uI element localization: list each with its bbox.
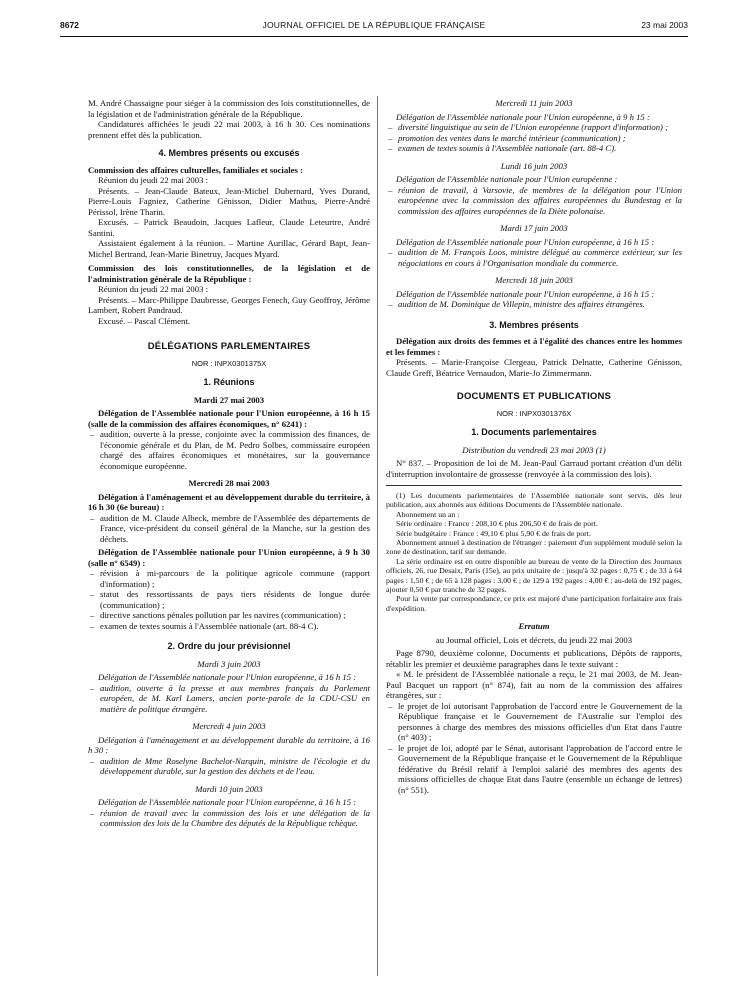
page-number: 8672 <box>60 20 79 30</box>
footnote-block <box>386 491 682 613</box>
delegation-title: Délégation aux droits des femmes et à l'égalité des chances entre les hommes et les femmes : <box>386 336 682 357</box>
delegation-title: Délégation de l'Assemblée nationale pour l'Union européenne, à 9 h 30 (salle n° 6549) : <box>88 547 370 568</box>
meeting-date: Lundi 16 juin 2003 <box>500 160 568 171</box>
candidatures-text: Candidatures affichées le jeudi 22 mai 2003, à 16 h 30. Ces nominations prennent effet dès la publication. <box>88 119 370 140</box>
agenda-list <box>88 808 370 829</box>
footnote-text: Série budgétaire : France : 49,10 € plus 5,90 € de frais de port. <box>396 528 591 538</box>
delegation-title: Délégation de l'Assemblée nationale pour l'Union européenne, à 16 h 15 : <box>98 797 357 807</box>
delegation-title: Délégation à l'aménagement et au développement durable du territoire, à 16 h 30 (6e bureau) : <box>88 491 370 512</box>
right-column <box>386 98 682 795</box>
erratum-list <box>386 701 682 796</box>
delegation-title: Délégation à l'aménagement et au développement durable du territoire, à 16 h 30 : <box>88 734 370 755</box>
agenda-list <box>386 185 682 217</box>
journal-title: JOURNAL OFFICIEL DE LA RÉPUBLIQUE FRANÇAISE <box>262 20 486 30</box>
delegation-title: Délégation de l'Assemblée nationale pour l'Union européenne, à 16 h 15 : <box>396 288 655 299</box>
agenda-list <box>88 513 370 545</box>
footnote-rule <box>386 485 682 486</box>
meeting-date: Mercredi 28 mai 2003 <box>188 478 270 488</box>
reunion-date: Réunion du jeudi 22 mai 2003 : <box>98 284 209 294</box>
agenda-item: – audition de M. François Loos, ministre délégué au commerce extérieur, sur les négociations en cours à l'Organisation mondiale du commerce. <box>386 247 682 268</box>
agenda-list <box>386 247 682 268</box>
agenda-item: – audition, ouverte à la presse, conjointe avec la commission des finances, de l'économie générale et du Plan, de M. Pedro Solbes, commissaire européen chargé des affaires économiques et monétaires, sur la gouvernance économique européenne. <box>88 429 370 471</box>
reunion-date: Réunion du jeudi 22 mai 2003 : <box>98 175 209 185</box>
footnote-text: Abonnement annuel à destination de l'étranger : paiement d'un supplément modulé selon la zone de destination, tarif sur demande. <box>386 538 682 557</box>
delegation-title: Délégation de l'Assemblée nationale pour l'Union européenne, à 16 h 15 : <box>396 236 655 247</box>
agenda-list <box>88 429 370 471</box>
agenda-item: – statut des ressortissants de pays tiers résidents de longue durée (communication) ; <box>88 589 370 610</box>
agenda-list <box>386 122 682 154</box>
agenda-item: – audition, ouverte à la presse et aux membres français du Parlement européen, de M. Karl Lamers, ancien porte-parole de la CDU-CSU en matière de politique étrangère. <box>88 683 370 715</box>
meeting-date: Mercredi 18 juin 2003 <box>495 275 573 285</box>
excuses-list: Excusé. – Pascal Clément. <box>98 315 190 326</box>
agenda-item: – directive sanctions pénales pollution par les navires (communication) ; <box>88 610 370 621</box>
agenda-list <box>386 299 682 310</box>
meeting-date: Mercredi 4 juin 2003 <box>192 721 266 731</box>
footnote-text: (1) Les documents parlementaires de l'Assemblée nationale sont servis, dès leur publication, aux abonnés aux éditions Documents de l'Assemblée nationale. <box>386 491 682 510</box>
assistaient-list: Assistaient également à la réunion. – Martine Aurillac, Gérard Bapt, Jean-Michel Bertrand, Jean-Marie Binetruy, Jacques Myard. <box>88 238 370 259</box>
erratum-title: Erratum <box>518 621 550 632</box>
meeting-date: Mardi 17 juin 2003 <box>500 223 568 233</box>
agenda-list <box>88 683 370 715</box>
section-heading: DÉLÉGATIONS PARLEMENTAIRES <box>147 341 311 352</box>
page-header <box>60 20 688 34</box>
intro-text: M. André Chassaigne pour siéger à la commission des lois constitutionnelles, de la législation et de l'administration générale de la République. <box>88 98 370 119</box>
erratum-item: – le projet de loi autorisant l'approbation de l'accord entre le Gouvernement de la République française et le Gouvernement de l'Australie sur l'emploi des personnes à charge des membres des missions officielles d'un Etat dans l'autre (n° 403) ; <box>386 701 682 743</box>
excuses-list: Excusés. – Patrick Beaudoin, Jacques Lafleur, Claude Leteurtre, André Santini. <box>88 217 370 238</box>
agenda-list <box>88 568 370 631</box>
footnote-text: Série ordinaire : France : 208,10 € plus 206,50 € de frais de port. <box>396 519 598 529</box>
agenda-item: – réunion de travail avec la commission des lois et une délégation de la commission des lois de la Chambre des députés de la République tchèque. <box>88 808 370 829</box>
header-rule <box>60 36 688 37</box>
delegation-title: Délégation de l'Assemblée nationale pour l'Union européenne : <box>396 174 618 184</box>
distribution-date: Distribution du vendredi 23 mai 2003 (1) <box>462 444 606 455</box>
presents-list: Présents. – Marie-Françoise Clergeau, Patrick Delnatte, Catherine Génisson, Claude Greff, Béatrice Vernaudon, Marie-Jo Zimmermann. <box>386 357 682 378</box>
footnote-text: La série ordinaire est en outre disponible au bureau de vente de la Direction des Journaux officiels, 26, rue Desaix, Paris (15e), au prix unitaire de : jusqu'à 32 pages : 0,75 € ; de 33 à 64 pages : 1,50 € ; de 65 à 128 pages : 3,00 € ; de 129 à 192 pages : 4,00 € ; au-delà de 192 pages, ajouter 0,50 € par tranche de 32 pages. <box>386 556 682 595</box>
section-title: 1. Documents parlementaires <box>471 427 597 437</box>
agenda-item: – diversité linguistique au sein de l'Union européenne (rapport d'information) ; <box>386 122 682 133</box>
section-title: 2. Ordre du jour prévisionnel <box>167 641 291 651</box>
left-column <box>88 98 370 829</box>
nor-code: NOR : INPX0301376X <box>496 408 572 418</box>
meeting-date: Mardi 27 mai 2003 <box>193 394 265 405</box>
agenda-item: – audition de M. Dominique de Villepin, ministre des affaires étrangères. <box>386 299 682 310</box>
proposition-de-loi: N° 837. – Proposition de loi de M. Jean-Paul Garraud portant création d'un délit d'interruption involontaire de grossesse (renvoyée à la commission des lois). <box>386 458 682 479</box>
section-title: 4. Membres présents ou excusés <box>158 148 300 158</box>
section-title: 1. Réunions <box>203 377 255 387</box>
presents-list: Présents. – Jean-Claude Bateux, Jean-Michel Dubernard, Yves Durand, Pierre-Louis Fagniez, Catherine Génisson, Didier Mathus, Pierre-André Périssol, Irène Tharin. <box>88 185 370 217</box>
agenda-item: – réunion de travail, à Varsovie, de membres de la délégation pour l'Union européenne avec la commission des affaires européennes du Bundestag et la commission des affaires européennes de la Diète polonaise. <box>386 185 682 217</box>
delegation-title: Délégation de l'Assemblée nationale pour l'Union européenne, à 16 h 15 : <box>98 672 357 682</box>
issue-date: 23 mai 2003 <box>641 20 688 30</box>
commission-title: Commission des affaires culturelles, familiales et sociales : <box>88 164 303 175</box>
agenda-item: – examen de textes soumis à l'Assemblée nationale (art. 88-4 C). <box>386 143 682 154</box>
presents-list: Présents. – Marc-Philippe Daubresse, Georges Fenech, Guy Geoffroy, Jérôme Lambert, Robert Pandraud. <box>88 294 370 315</box>
erratum-subtitle: au Journal officiel, Lois et décrets, du jeudi 22 mai 2003 <box>435 634 633 645</box>
column-divider <box>377 96 378 976</box>
meeting-date: Mardi 10 juin 2003 <box>195 783 263 794</box>
agenda-item: – révision à mi-parcours de la politique agricole commune (rapport d'information) ; <box>88 568 370 589</box>
footnote-text: Abonnement un an : <box>396 509 460 519</box>
erratum-text: « M. le président de l'Assemblée nationale a reçu, le 21 mai 2003, de M. Jean-Paul Bacquet un rapport (n° 874), fait au nom de la commission des affaires étrangères, sur : <box>386 669 682 701</box>
section-title: 3. Membres présents <box>489 319 579 330</box>
delegation-title: Délégation de l'Assemblée nationale pour l'Union européenne, à 16 h 15 (salle de la commission des affaires économiques, n° 6241) : <box>88 408 370 429</box>
delegation-title: Délégation de l'Assemblée nationale pour l'Union européenne, à 9 h 15 : <box>396 111 650 122</box>
erratum-item: – le projet de loi, adopté par le Sénat, autorisant l'approbation de l'accord entre le Gouvernement de la République française et le Gouvernement de la République fédérative du Brésil relatif à l'emploi salarié des membres des agents des missions officielles de chaque Etat dans l'autre (ensemble un échange de lettres) (n° 551). <box>386 743 682 796</box>
meeting-date: Mardi 3 juin 2003 <box>197 658 261 669</box>
agenda-item: – examen de textes soumis à l'Assemblée nationale (art. 88-4 C). <box>88 621 370 632</box>
nor-code: NOR : INPX0301375X <box>191 358 267 368</box>
meeting-date: Mercredi 11 juin 2003 <box>495 98 573 108</box>
section-heading: DOCUMENTS ET PUBLICATIONS <box>456 391 612 402</box>
agenda-item: – audition de M. Claude Albeck, membre de l'Assemblée des départements de France, vice-président du conseil général de la Manche, sur la gestion des déchets. <box>88 513 370 545</box>
commission-title: Commission des lois constitutionnelles, de la législation et de l'administration générale de la République : <box>88 263 370 284</box>
footnote-text: Pour la vente par correspondance, ce prix est majoré d'une participation forfaitaire aux frais d'expédition. <box>386 594 682 613</box>
agenda-item: – promotion des ventes dans le marché intérieur (communication) ; <box>386 133 682 144</box>
agenda-list <box>88 756 370 777</box>
agenda-item: – audition de Mme Roselyne Bachelot-Narquin, ministre de l'écologie et du développement durable, sur la gestion des déchets et de l'eau. <box>88 756 370 777</box>
erratum-text: Page 8790, deuxième colonne, Documents et publications, Dépôts de rapports, rétablir les premier et deuxième paragraphes dans le texte suivant : <box>386 648 682 669</box>
